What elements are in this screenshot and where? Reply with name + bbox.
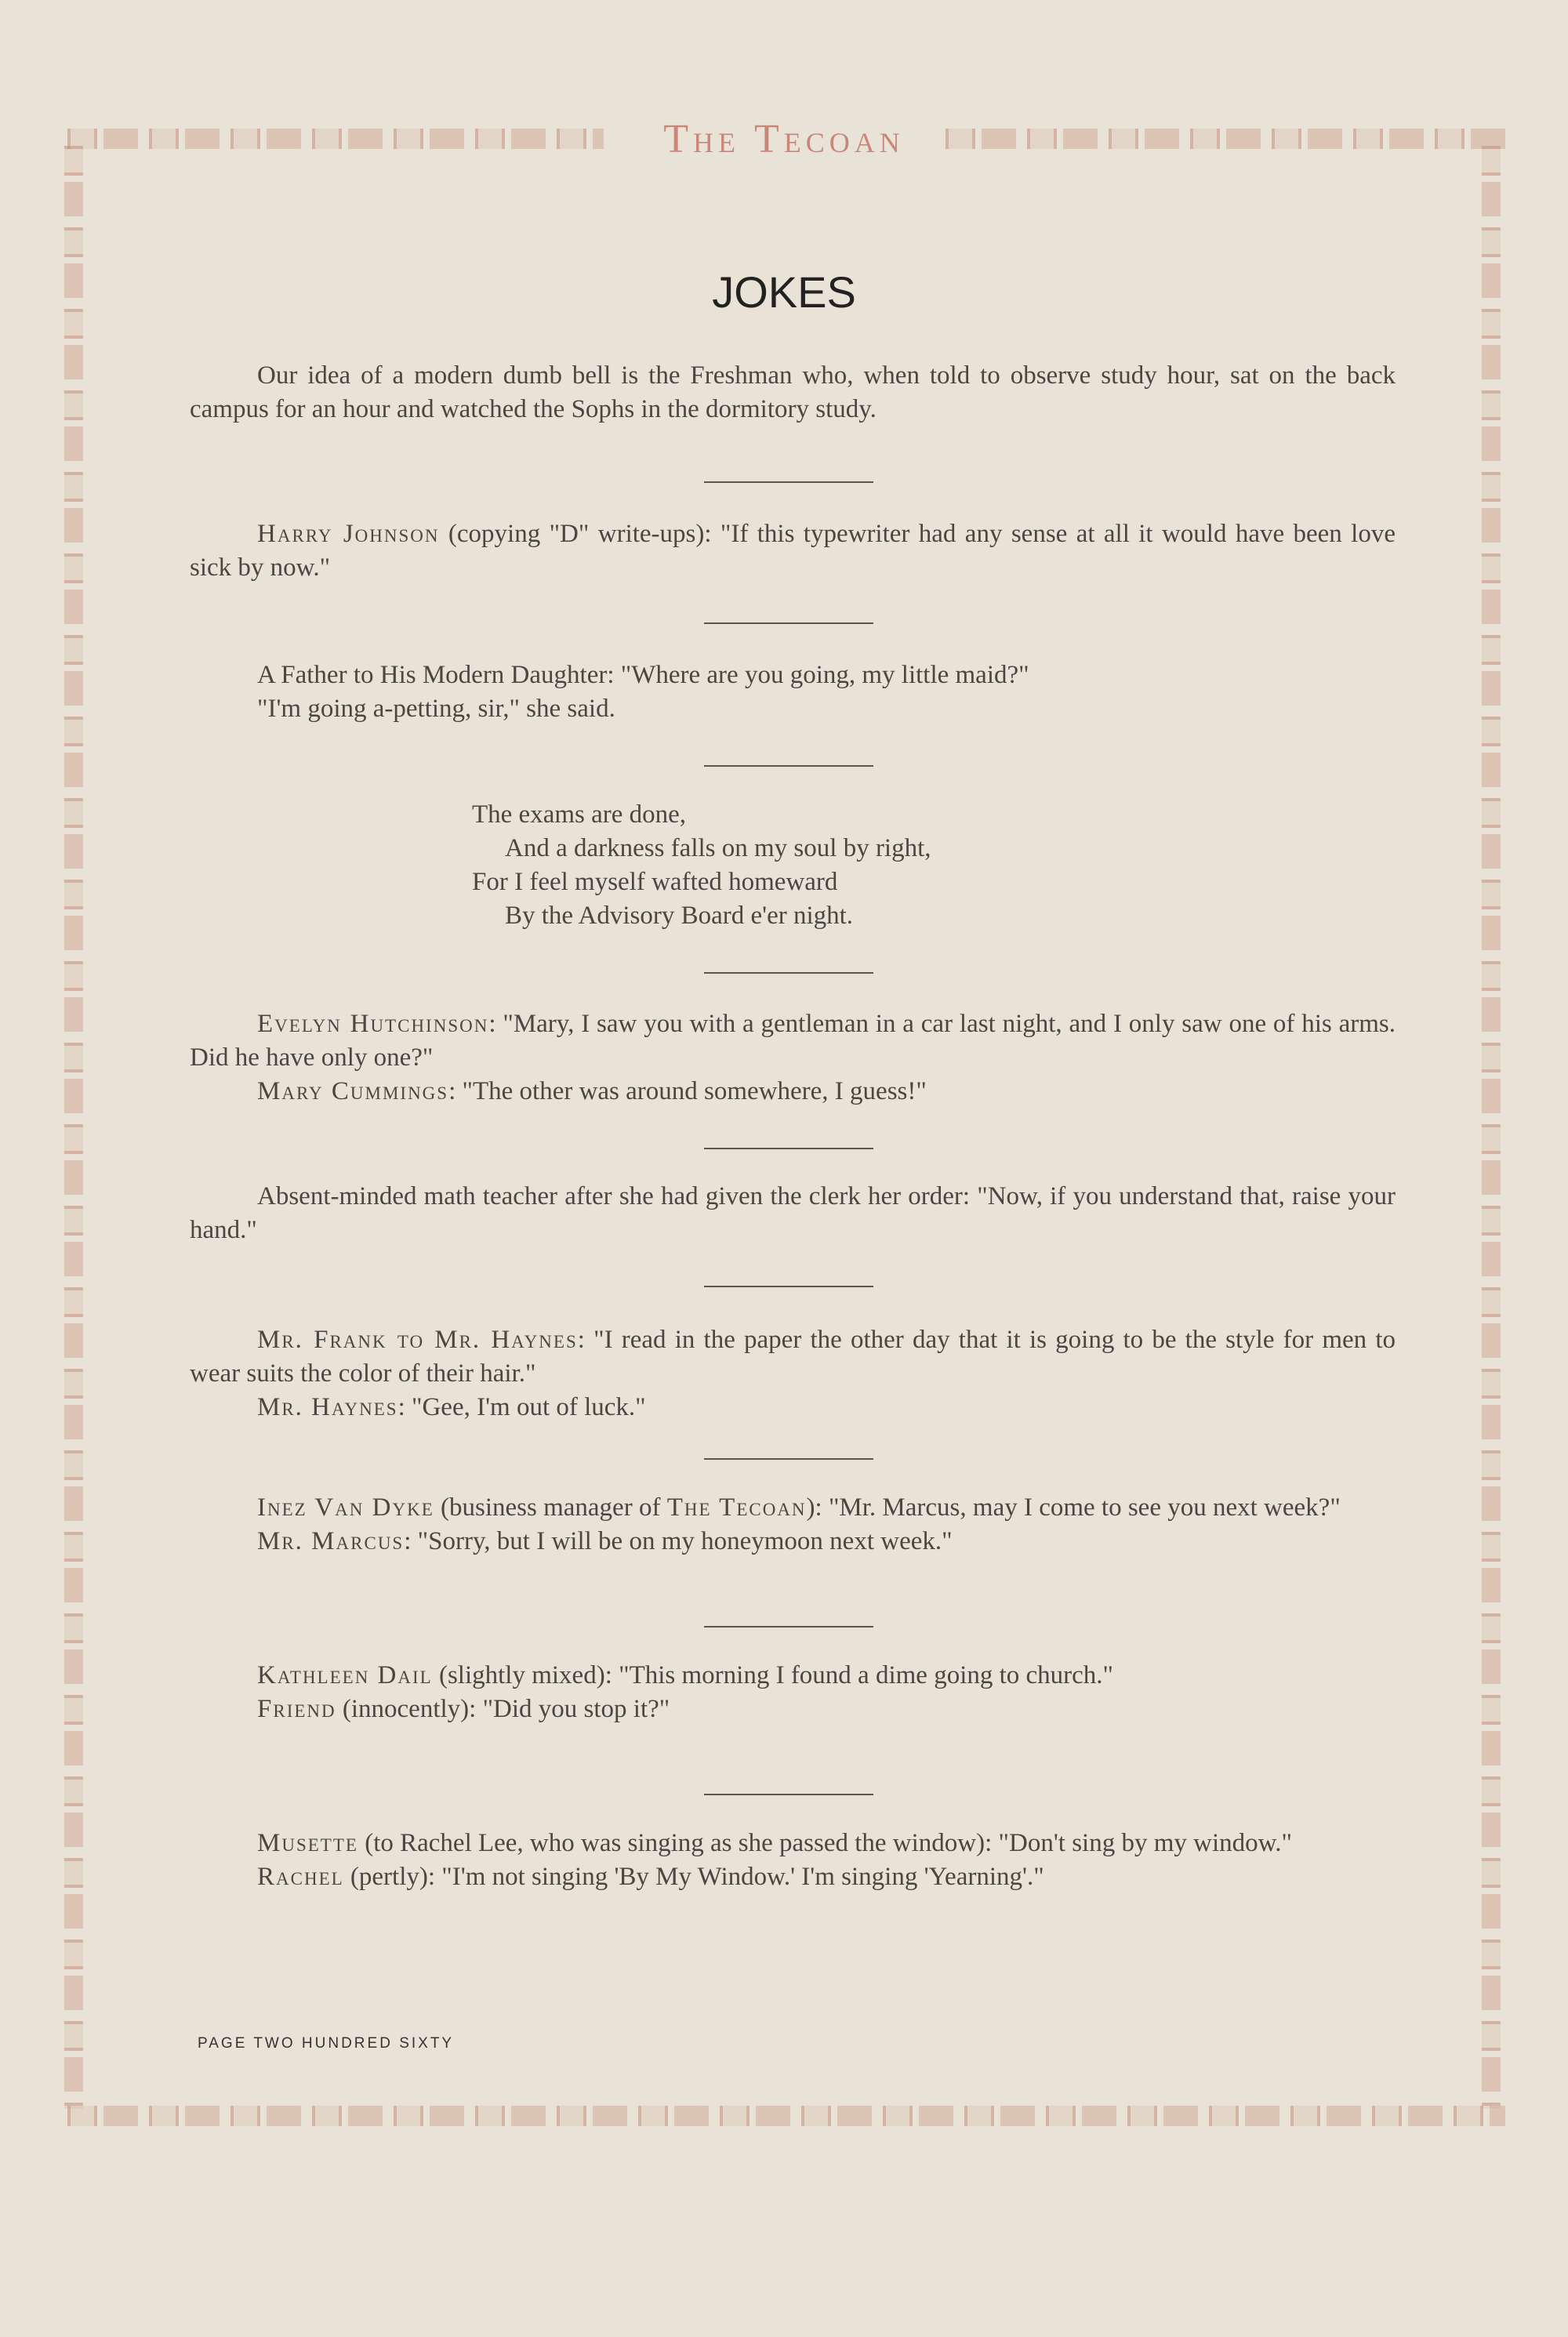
- joke-text: : "The other was around somewhere, I guess!": [448, 1077, 927, 1105]
- speaker-name: Evelyn Hutchinson: [257, 1010, 489, 1038]
- separator-rule: [704, 622, 873, 624]
- joke-3: [190, 659, 1396, 726]
- joke-text: : "Mary, I saw you with a gentleman in a car last night, and I only saw one of his arms. Did he have only one?": [190, 1010, 1396, 1072]
- joke-6: [190, 1180, 1396, 1247]
- joke-text: (copying "D" write-ups): "If this typewriter had any sense at all it would have been love sick by now.": [190, 520, 1396, 582]
- speaker-name: Mr. Marcus: [257, 1527, 405, 1555]
- joke-text: ): "Mr. Marcus, may I come to see you next week?": [806, 1493, 1341, 1522]
- joke-1: [190, 359, 1396, 426]
- ornamental-border-left: [64, 141, 83, 2109]
- joke-text: Absent-minded math teacher after she had given the clerk her order: "Now, if you understand that, raise your hand.": [190, 1182, 1396, 1244]
- joke-text: (innocently): "Did you stop it?": [336, 1695, 670, 1723]
- separator-rule: [704, 1286, 873, 1287]
- separator-rule: [704, 972, 873, 974]
- speaker-name: Mary Cummings: [257, 1077, 449, 1105]
- separator-rule: [704, 1794, 873, 1795]
- speaker-name: Friend: [257, 1695, 336, 1723]
- joke-text: : "Gee, I'm out of luck.": [397, 1393, 646, 1421]
- ornamental-border-bottom: [63, 2106, 1505, 2126]
- joke-5: [190, 1007, 1396, 1109]
- speaker-name: Harry Johnson: [257, 520, 440, 548]
- joke-line: A Father to His Modern Daughter: "Where are you going, my little maid?": [257, 661, 1029, 689]
- joke-8: [190, 1491, 1396, 1559]
- joke-7: [190, 1323, 1396, 1424]
- poem-line: And a darkness falls on my soul by right,: [505, 834, 931, 862]
- separator-rule: [704, 1458, 873, 1460]
- ornamental-border-top-left: [63, 129, 604, 149]
- page-number-footer: PAGE TWO HUNDRED SIXTY: [198, 2035, 455, 2052]
- joke-line: "I'm going a-petting, sir," she said.: [257, 695, 615, 723]
- speaker-name: Kathleen Dail: [257, 1661, 433, 1689]
- poem-line: For I feel myself wafted homeward: [472, 868, 838, 896]
- poem: [472, 798, 1178, 933]
- joke-text: Our idea of a modern dumb bell is the Freshman who, when told to observe study hour, sat on the back campus for an hour and watched the Sophs in the dormitory study.: [190, 361, 1396, 423]
- speaker-name: Rachel: [257, 1863, 344, 1891]
- joke-text: (pertly): "I'm not singing 'By My Window.' I'm singing 'Yearning'.": [343, 1863, 1044, 1891]
- speaker-name: Musette: [257, 1829, 358, 1857]
- separator-rule: [704, 765, 873, 767]
- page-title: JOKES: [712, 267, 856, 317]
- speaker-name: Mr. Frank to Mr. Haynes: [257, 1326, 578, 1354]
- joke-text: (slightly mixed): "This morning I found a dime going to church.": [432, 1661, 1114, 1689]
- joke-9: [190, 1659, 1396, 1726]
- joke-2: [190, 517, 1396, 585]
- ornamental-border-top-right: [941, 129, 1505, 149]
- separator-rule: [704, 481, 873, 483]
- publication-name: The Tecoan: [666, 1493, 807, 1522]
- speaker-name: Mr. Haynes: [257, 1393, 398, 1421]
- joke-text: : "Sorry, but I will be on my honeymoon next week.": [404, 1527, 953, 1555]
- poem-line: The exams are done,: [472, 800, 687, 829]
- poem-line: By the Advisory Board e'er night.: [505, 902, 854, 930]
- separator-rule: [704, 1626, 873, 1628]
- separator-rule: [704, 1148, 873, 1149]
- joke-text: : "I read in the paper the other day that it is going to be the style for men to wear suits the color of their hair.": [190, 1326, 1396, 1388]
- joke-10: [190, 1827, 1396, 1894]
- speaker-name: Inez Van Dyke: [257, 1493, 434, 1522]
- ornamental-border-right: [1482, 141, 1501, 2109]
- joke-text: (to Rachel Lee, who was singing as she passed the window): "Don't sing by my window.": [358, 1829, 1293, 1857]
- joke-text: (business manager of: [434, 1493, 667, 1522]
- running-head: The Tecoan: [663, 117, 905, 161]
